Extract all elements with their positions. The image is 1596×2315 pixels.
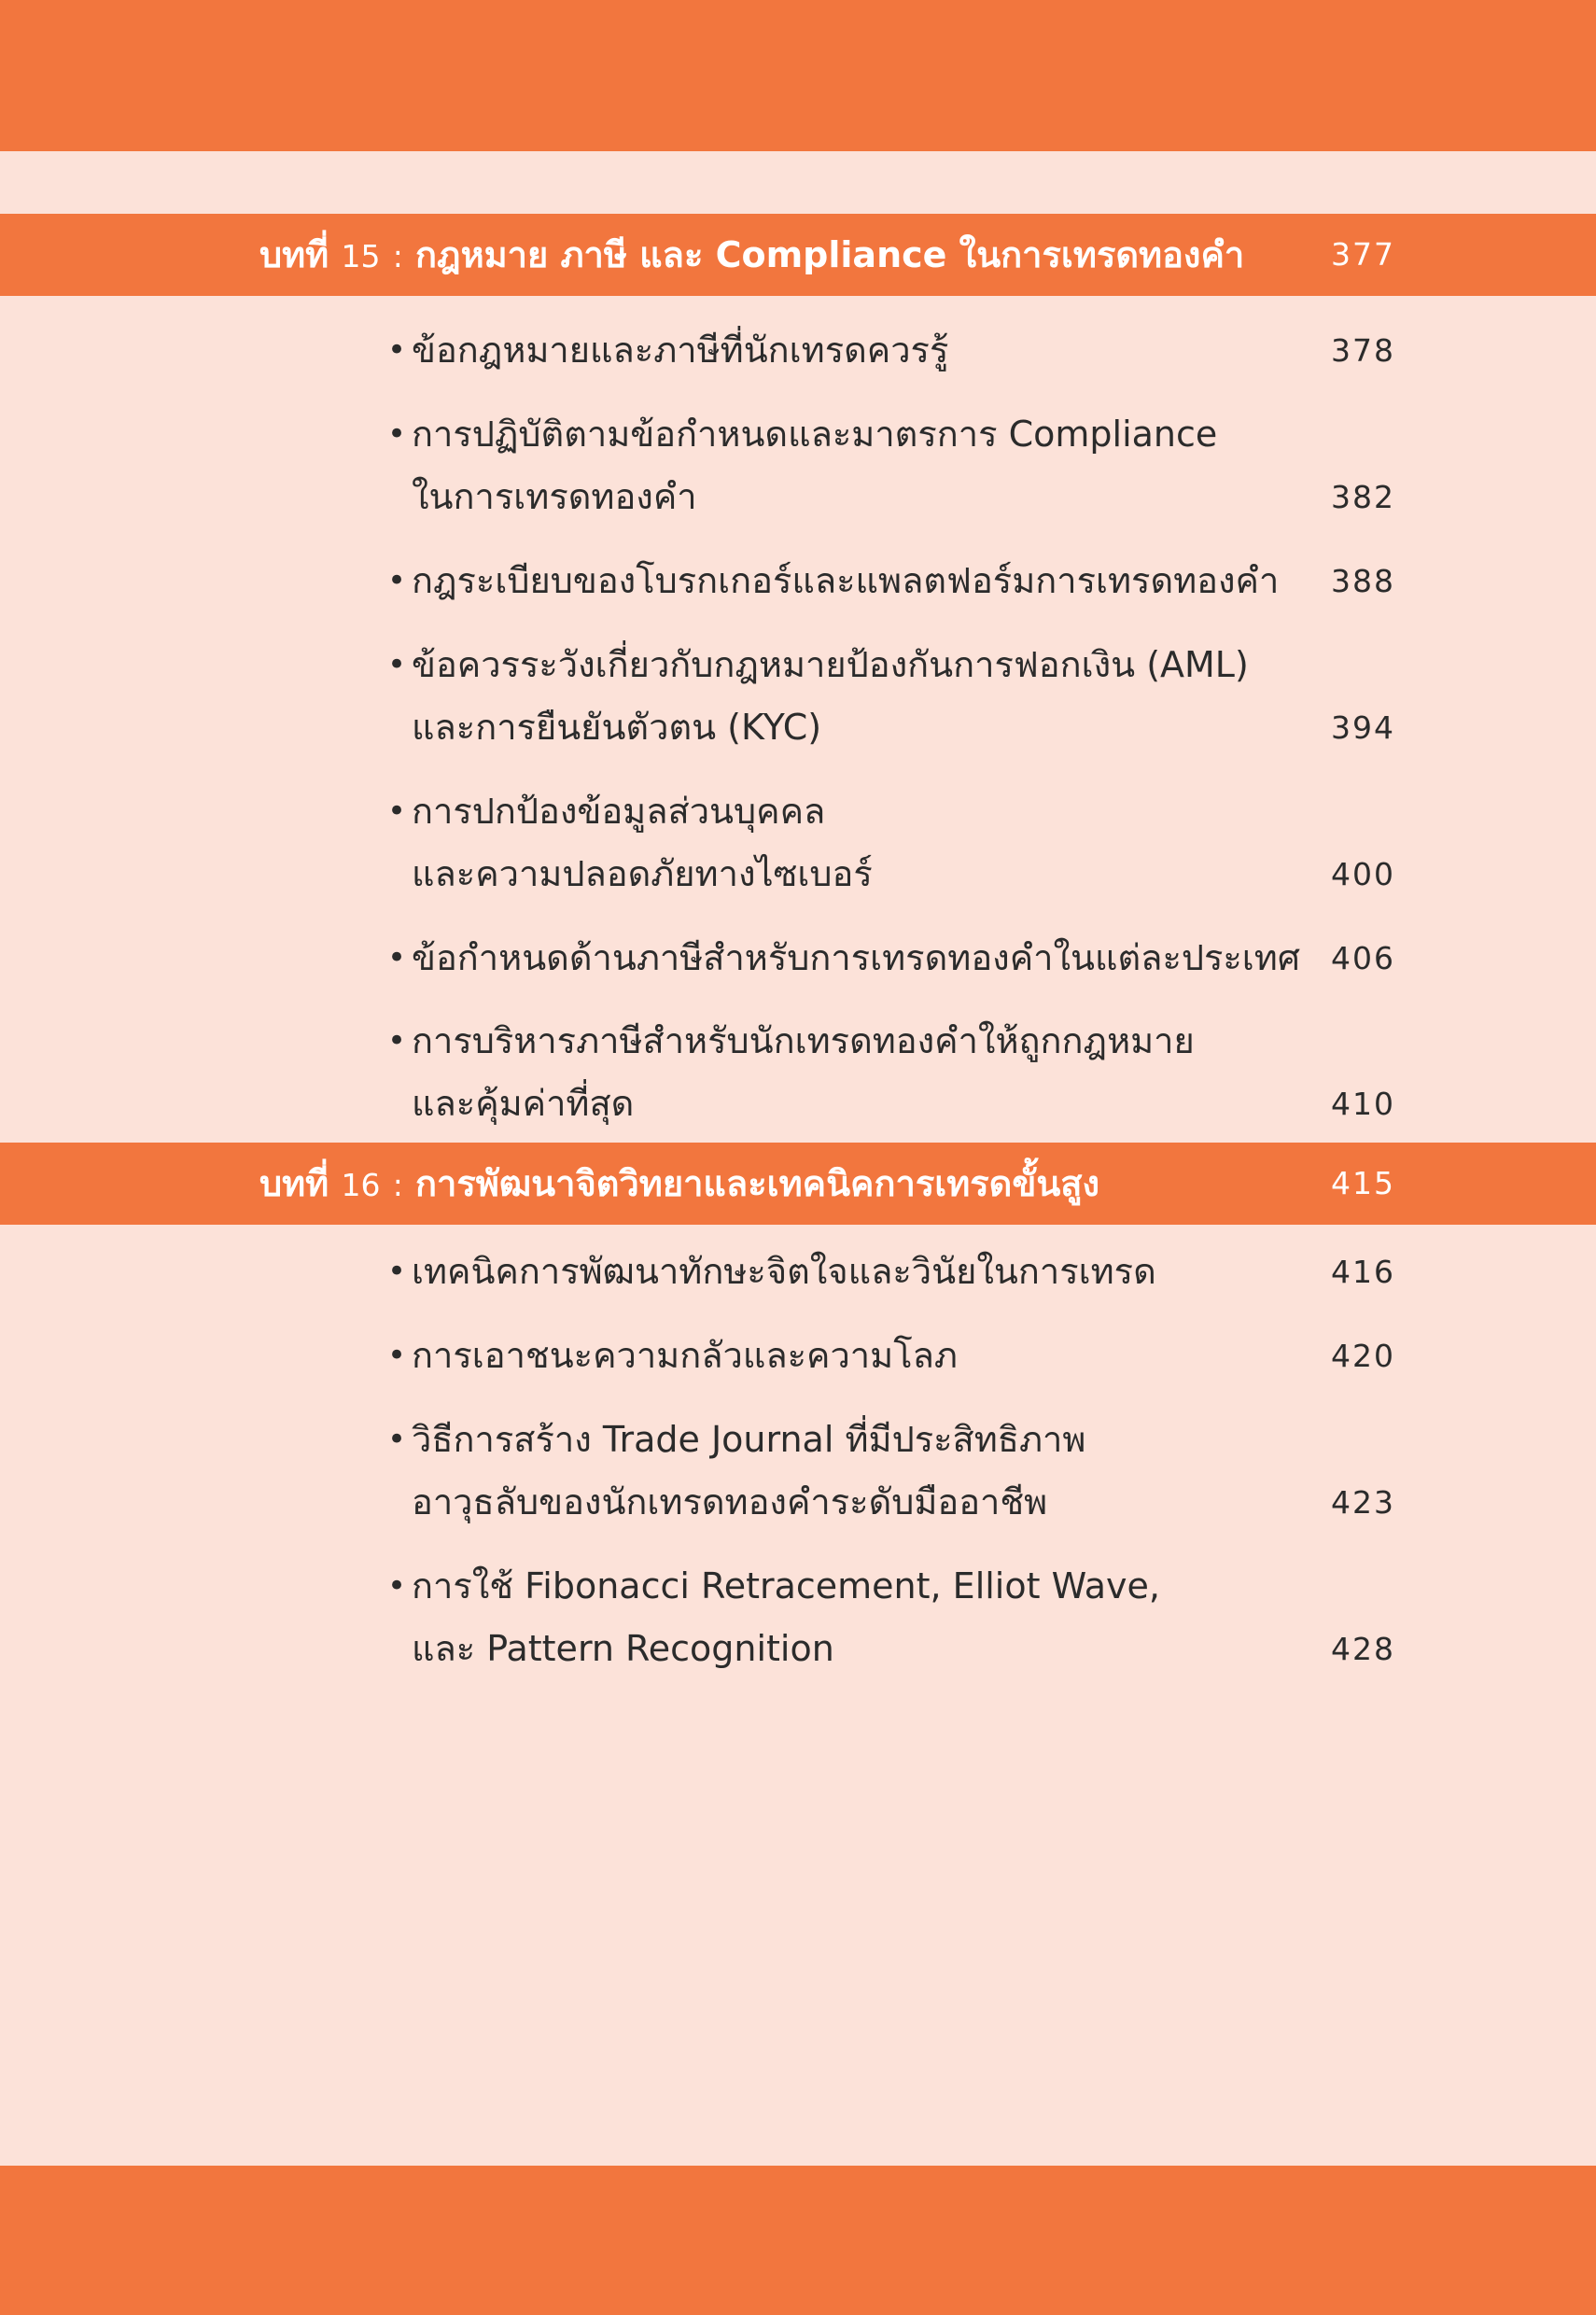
bullet-icon: • xyxy=(387,415,407,453)
bullet-icon: • xyxy=(387,1022,407,1059)
bullet-icon: • xyxy=(387,1253,407,1290)
toc-entry-16-3[interactable] xyxy=(387,1409,1395,1534)
bullet-icon: • xyxy=(387,793,407,830)
entry-line: และ Pattern Recognition xyxy=(412,1628,834,1669)
toc-entry-15-4[interactable] xyxy=(387,634,1395,759)
chapter-16-label xyxy=(259,1143,1099,1225)
bullet-icon: • xyxy=(387,939,407,976)
chapter-15-prefix: บทที่ xyxy=(259,234,329,275)
chapter-15-label xyxy=(259,214,1244,296)
entry-page-number: 428 xyxy=(1331,1631,1395,1667)
chapter-16-prefix: บทที่ xyxy=(259,1163,329,1204)
chapter-15-separator: : xyxy=(392,238,403,274)
bullet-icon: • xyxy=(387,1567,407,1605)
entry-page-number: 400 xyxy=(1331,856,1395,892)
chapter-15-page: 377 xyxy=(1331,236,1395,273)
entry-page-number: 378 xyxy=(1331,332,1395,369)
entry-page-number: 420 xyxy=(1331,1338,1395,1374)
toc-entry-15-7[interactable] xyxy=(387,1010,1395,1135)
toc-entry-15-1[interactable] xyxy=(387,319,1395,382)
entry-line: กฎระเบียบของโบรกเกอร์และแพลตฟอร์มการเทรดทองคำ xyxy=(412,560,1280,601)
toc-entry-15-2[interactable] xyxy=(387,403,1395,528)
entry-line: ในการเทรดทองคำ xyxy=(412,476,697,517)
entry-line: การเอาชนะความกลัวและความโลภ xyxy=(412,1335,958,1376)
entry-page-number: 410 xyxy=(1331,1086,1395,1122)
entry-line: การปฏิบัติตามข้อกำหนดและมาตรการ Compliance xyxy=(412,414,1218,455)
bottom-decorative-band xyxy=(0,2166,1596,2315)
entry-line: และการยืนยันตัวตน (KYC) xyxy=(412,707,822,748)
chapter-15-title: กฎหมาย ภาษี และ Compliance ในการเทรดทองคำ xyxy=(415,234,1245,275)
bullet-icon: • xyxy=(387,562,407,599)
entry-line: เทคนิคการพัฒนาทักษะจิตใจและวินัยในการเทรด xyxy=(412,1251,1156,1292)
toc-entry-16-1[interactable] xyxy=(387,1241,1395,1303)
bullet-icon: • xyxy=(387,1421,407,1458)
entry-line: วิธีการสร้าง Trade Journal ที่มีประสิทธิภาพ xyxy=(412,1419,1086,1460)
entry-line: และคุ้มค่าที่สุด xyxy=(412,1083,635,1124)
bullet-icon: • xyxy=(387,646,407,683)
entry-line: และความปลอดภัยทางไซเบอร์ xyxy=(412,853,873,894)
toc-entry-15-5[interactable] xyxy=(387,780,1395,905)
entry-page-number: 394 xyxy=(1331,709,1395,746)
chapter-16-separator: : xyxy=(392,1167,403,1203)
toc-entry-16-4[interactable] xyxy=(387,1555,1395,1680)
entry-line: ข้อกฎหมายและภาษีที่นักเทรดควรรู้ xyxy=(412,330,949,371)
chapter-16-number: 16 xyxy=(341,1167,381,1203)
entry-line: การใช้ Fibonacci Retracement, Elliot Wave, xyxy=(412,1565,1160,1606)
toc-entry-16-2[interactable] xyxy=(387,1325,1395,1387)
entry-page-number: 423 xyxy=(1331,1484,1395,1521)
bullet-icon: • xyxy=(387,331,407,369)
entry-page-number: 406 xyxy=(1331,940,1395,976)
chapter-16-page: 415 xyxy=(1331,1165,1395,1201)
entry-page-number: 388 xyxy=(1331,563,1395,599)
toc-entry-15-3[interactable] xyxy=(387,550,1395,612)
entry-line: ข้อกำหนดด้านภาษีสำหรับการเทรดทองคำในแต่ละประเทศ xyxy=(412,937,1300,978)
toc-entry-15-6[interactable] xyxy=(387,927,1395,989)
chapter-16-title: การพัฒนาจิตวิทยาและเทคนิคการเทรดขั้นสูง xyxy=(415,1163,1100,1204)
top-decorative-band xyxy=(0,0,1596,151)
entry-line: อาวุธลับของนักเทรดทองคำระดับมืออาชีพ xyxy=(412,1481,1048,1522)
entry-line: การปกป้องข้อมูลส่วนบุคคล xyxy=(412,791,826,832)
chapter-15-number: 15 xyxy=(341,238,381,274)
entry-page-number: 382 xyxy=(1331,479,1395,515)
bullet-icon: • xyxy=(387,1337,407,1374)
entry-page-number: 416 xyxy=(1331,1254,1395,1290)
chapter-16-header[interactable] xyxy=(0,1143,1596,1225)
entry-line: ข้อควรระวังเกี่ยวกับกฎหมายป้องกันการฟอกเงิน (AML) xyxy=(412,644,1249,685)
chapter-15-header[interactable] xyxy=(0,214,1596,296)
entry-line: การบริหารภาษีสำหรับนักเทรดทองคำให้ถูกกฎหมาย xyxy=(412,1020,1195,1061)
